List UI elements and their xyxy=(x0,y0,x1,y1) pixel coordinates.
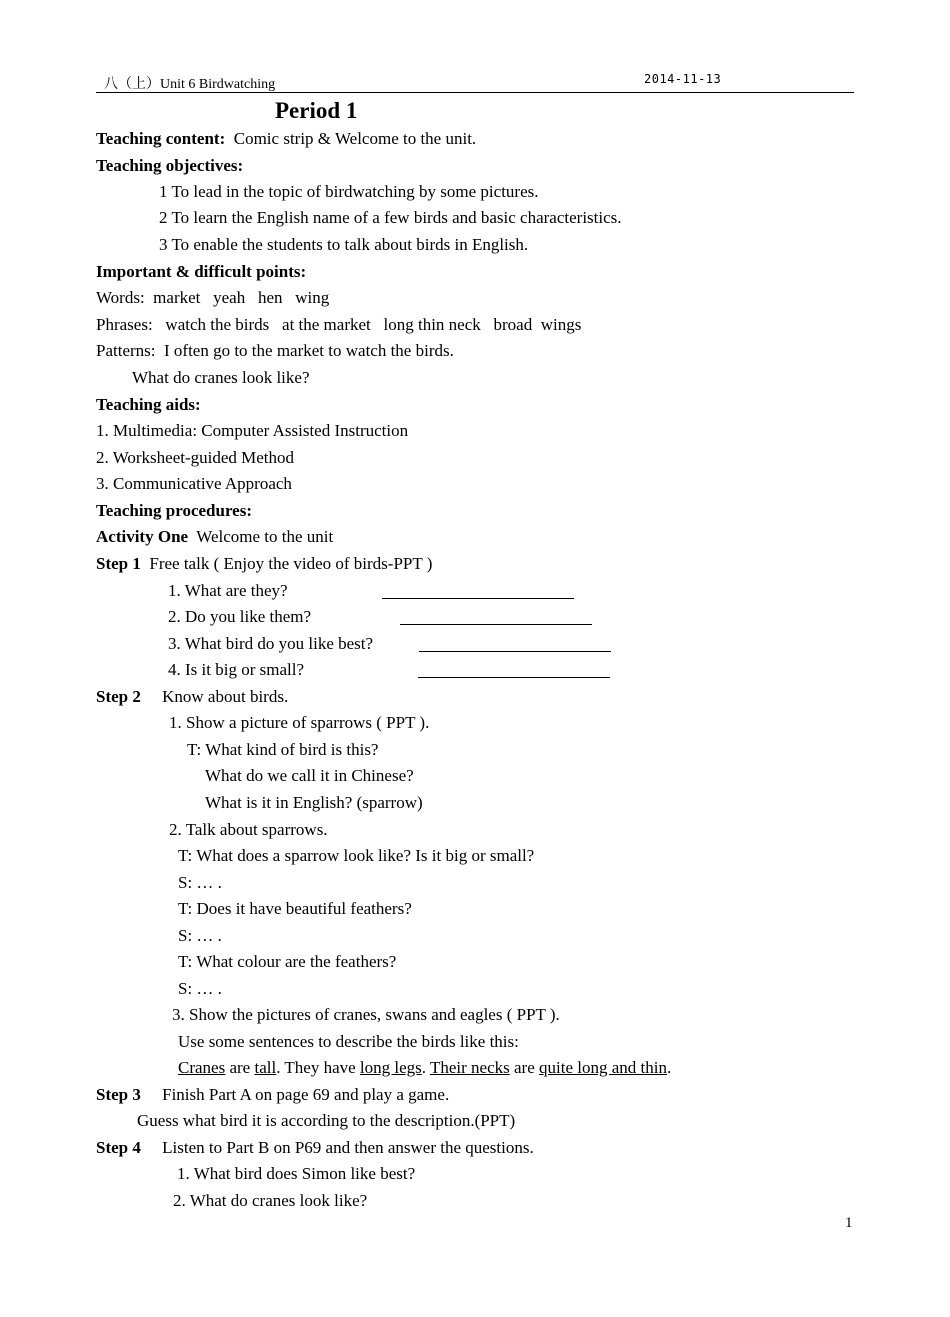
step4: Step 4 Listen to Part B on P69 and then answer the questions. xyxy=(96,1138,534,1157)
objective-1: 1 To lead in the topic of birdwatching by some pictures. xyxy=(159,182,539,201)
step2-line: T: What kind of bird is this? xyxy=(187,740,379,759)
step1: Step 1 Free talk ( Enjoy the video of birds-PPT ) xyxy=(96,554,433,573)
aid-2: 2. Worksheet-guided Method xyxy=(96,448,295,467)
step1-question-3: 3. What bird do you like best? xyxy=(168,634,374,653)
header-date: 2014-11-13 xyxy=(644,72,722,86)
header-title: 八（上）Unit 6 Birdwatching xyxy=(104,77,276,92)
step2-line: Use some sentences to describe the birds like this: xyxy=(178,1032,519,1051)
answer-blank-2[interactable] xyxy=(400,610,592,625)
activity-one: Activity One Welcome to the unit xyxy=(96,527,334,546)
objectives-heading: Teaching objectives: xyxy=(96,156,244,175)
step2-line: T: What does a sparrow look like? Is it big or small? xyxy=(178,846,535,865)
patterns-line: Patterns: I often go to the market to watch the birds. xyxy=(96,341,454,360)
aid-1: 1. Multimedia: Computer Assisted Instruction xyxy=(96,421,409,440)
step2-line: 2. Talk about sparrows. xyxy=(169,820,328,839)
step2-line: What is it in English? (sparrow) xyxy=(205,793,423,812)
page-header xyxy=(96,72,854,93)
step4-question-1: 1. What bird does Simon like best? xyxy=(177,1164,416,1183)
step2-line: 3. Show the pictures of cranes, swans and eagles ( PPT ). xyxy=(172,1005,560,1024)
page-number: 1 xyxy=(845,1215,853,1231)
step2-line: T: Does it have beautiful feathers? xyxy=(178,899,412,918)
step4-question-2: 2. What do cranes look like? xyxy=(173,1191,368,1210)
step1-question-4: 4. Is it big or small? xyxy=(168,660,304,679)
step2-line: T: What colour are the feathers? xyxy=(178,952,397,971)
procedures-heading: Teaching procedures: xyxy=(96,501,253,520)
step2-line: S: … . xyxy=(178,873,222,892)
words-line: Words: market yeah hen wing xyxy=(96,288,330,307)
step2-line: S: … . xyxy=(178,926,222,945)
step3: Step 3 Finish Part A on page 69 and play a game. xyxy=(96,1085,450,1104)
answer-blank-3[interactable] xyxy=(419,637,611,652)
step2: Step 2 Know about birds. xyxy=(96,687,289,706)
teaching-content: Teaching content: Comic strip & Welcome to the unit. xyxy=(96,129,477,148)
page-title: Period 1 xyxy=(275,98,358,123)
example-sentence: Cranes are tall. They have long legs. Their necks are quite long and thin. xyxy=(178,1058,672,1077)
aid-3: 3. Communicative Approach xyxy=(96,474,292,493)
aids-heading: Teaching aids: xyxy=(96,395,201,414)
step3-sub: Guess what bird it is according to the description.(PPT) xyxy=(137,1111,516,1130)
objective-3: 3 To enable the students to talk about birds in English. xyxy=(159,235,529,254)
step2-line: S: … . xyxy=(178,979,222,998)
step1-question-2: 2. Do you like them? xyxy=(168,607,312,626)
step2-line: 1. Show a picture of sparrows ( PPT ). xyxy=(169,713,430,732)
answer-blank-4[interactable] xyxy=(418,663,610,678)
phrases-line: Phrases: watch the birds at the market long thin neck broad wings xyxy=(96,315,582,334)
patterns-line-2: What do cranes look like? xyxy=(132,368,310,387)
points-heading: Important & difficult points: xyxy=(96,262,307,281)
answer-blank-1[interactable] xyxy=(382,584,574,599)
objective-2: 2 To learn the English name of a few birds and basic characteristics. xyxy=(159,208,622,227)
step2-line: What do we call it in Chinese? xyxy=(205,766,414,785)
step1-question-1: 1. What are they? xyxy=(168,581,288,600)
